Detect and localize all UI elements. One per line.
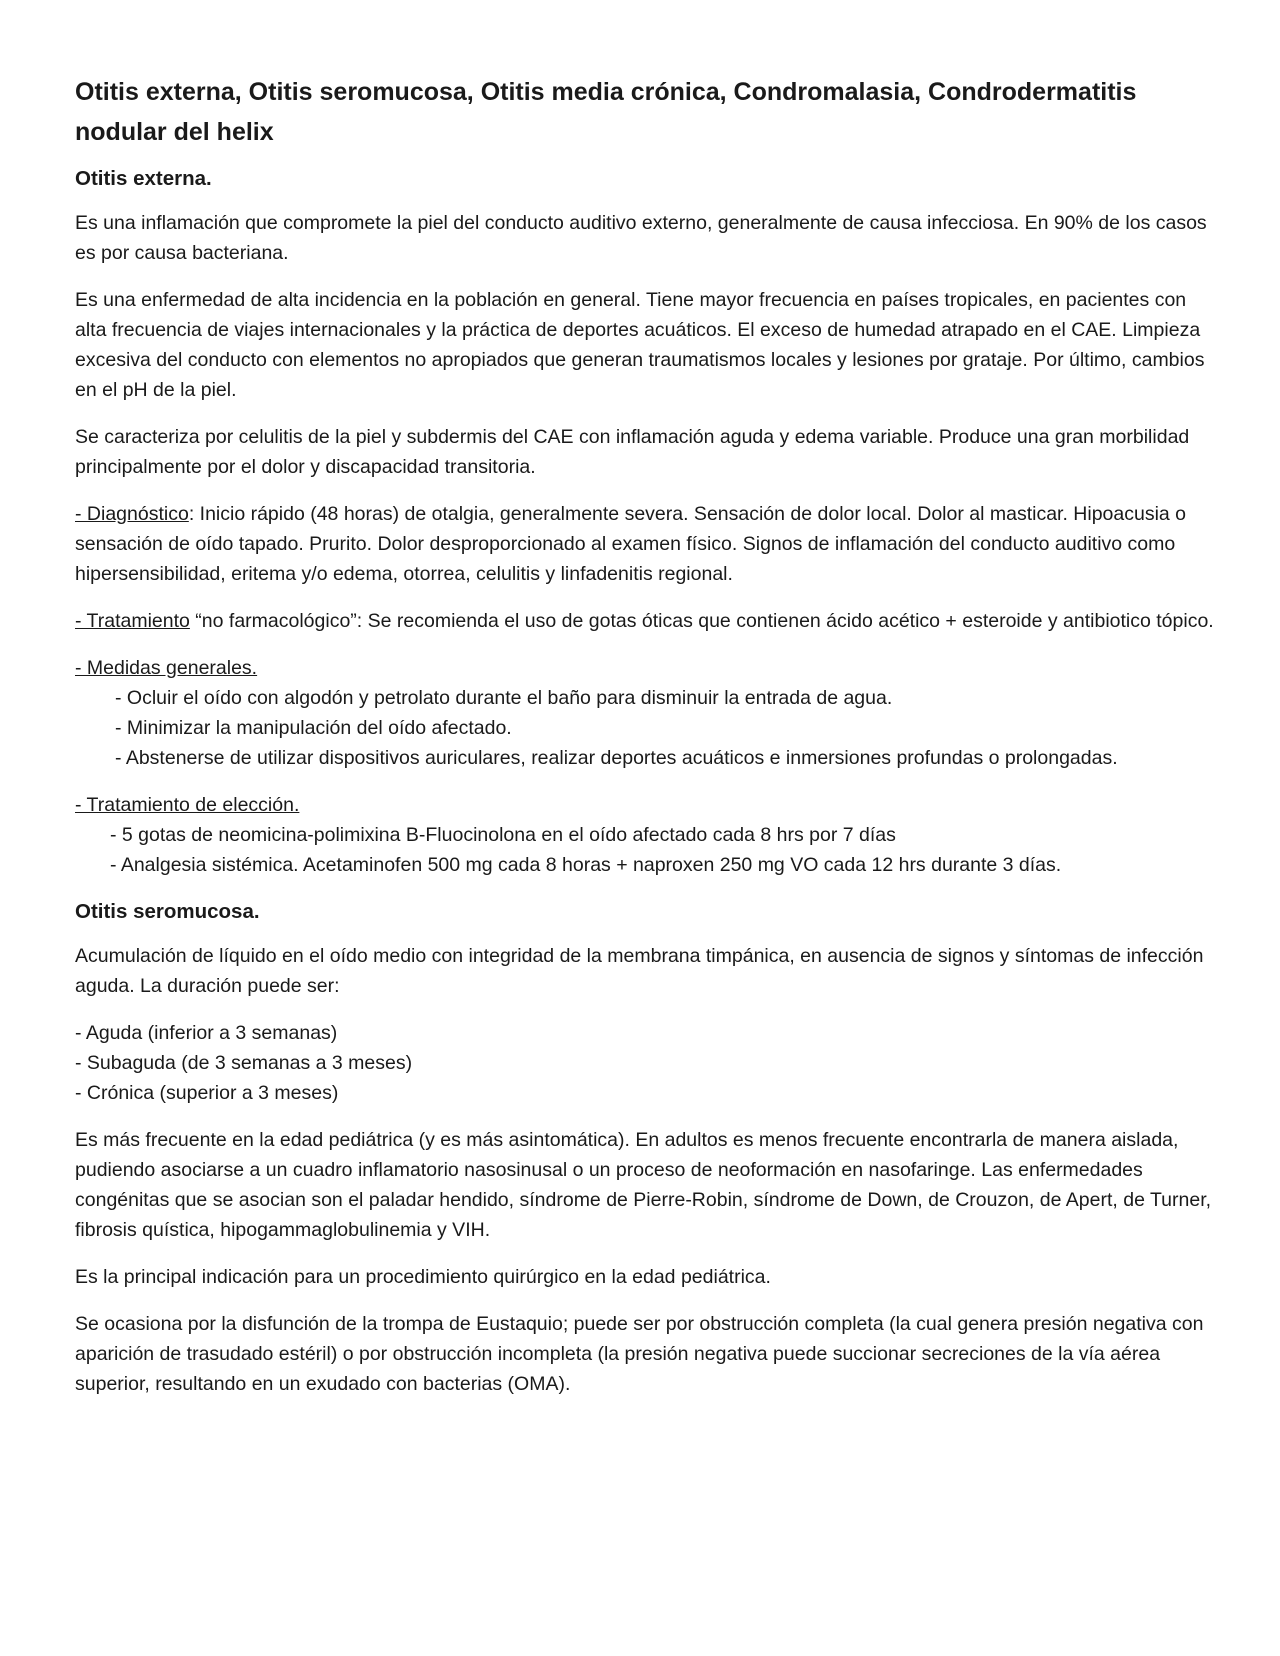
list-item: - Abstenerse de utilizar dispositivos auriculares, realizar deportes acuáticos e inmersiones profundas o prolongadas.: [115, 747, 1118, 769]
paragraph: Es la principal indicación para un procedimiento quirúrgico en la edad pediátrica.: [75, 1266, 771, 1288]
duracion-list: [75, 1018, 1215, 1108]
section-heading-otitis-seromucosa: Otitis seromucosa.: [75, 900, 260, 923]
list-item: - Aguda (inferior a 3 semanas): [75, 1022, 338, 1044]
list-item: - Minimizar la manipulación del oído afectado.: [115, 717, 512, 739]
tratamiento-eleccion: [75, 790, 1215, 880]
list-item: - Crónica (superior a 3 meses): [75, 1082, 339, 1104]
list-item: - Ocluir el oído con algodón y petrolato durante el baño para disminuir la entrada de agua.: [115, 687, 893, 709]
medidas-generales: [75, 653, 1215, 773]
diagnostico-text: : Inicio rápido (48 horas) de otalgia, generalmente severa. Sensación de dolor local. Dolor al masticar. Hipoacusia o sensación de oído tapado. Prurito. Dolor desproporcionado al examen físico. Signos de inflamación del conducto auditivo como hipersensibilidad, eritema y/o edema, otorrea, celulitis y linfadenitis regional.: [75, 503, 1187, 585]
tratamiento-paragraph: [75, 606, 1215, 636]
list-item: - 5 gotas de neomicina-polimixina B-Fluocinolona en el oído afectado cada 8 hrs por 7 días: [110, 824, 896, 846]
paragraph: Acumulación de líquido en el oído medio con integridad de la membrana timpánica, en ausencia de signos y síntomas de infección aguda. La duración puede ser:: [75, 945, 1204, 997]
document-page: [75, 72, 1215, 1416]
diagnostico-label: - Diagnóstico: [75, 503, 189, 525]
paragraph: Es una enfermedad de alta incidencia en la población en general. Tiene mayor frecuencia en países tropicales, en pacientes con alta frecuencia de viajes internacionales y la práctica de deportes acuáticos. El exceso de humedad atrapado en el CAE. Limpieza excesiva del conducto con elementos no apropiados que generan traumatismos locales y lesiones por grataje. Por último, cambios en el pH de la piel.: [75, 289, 1205, 401]
diagnostico-paragraph: [75, 499, 1215, 589]
list-item: - Analgesia sistémica. Acetaminofen 500 mg cada 8 horas + naproxen 250 mg VO cada 12 hrs durante 3 días.: [110, 854, 1062, 876]
document-title: Otitis externa, Otitis seromucosa, Otitis media crónica, Condromalasia, Condrodermatitis nodular del helix: [75, 78, 1137, 146]
paragraph: Es más frecuente en la edad pediátrica (y es más asintomática). En adultos es menos frecuente encontrarla de manera aislada, pudiendo asociarse a un cuadro inflamatorio nasosinusal o un proceso de neoformación en nasofaringe. Las enfermedades congénitas que se asocian son el paladar hendido, síndrome de Pierre-Robin, síndrome de Down, de Crouzon, de Apert, de Turner, fibrosis quística, hipogammaglobulinemia y VIH.: [75, 1129, 1212, 1241]
paragraph: Se caracteriza por celulitis de la piel y subdermis del CAE con inflamación aguda y edema variable. Produce una gran morbilidad principalmente por el dolor y discapacidad transitoria.: [75, 426, 1190, 478]
tratamiento-label: - Tratamiento: [75, 610, 190, 632]
section-heading-otitis-externa: Otitis externa.: [75, 167, 212, 190]
paragraph: Se ocasiona por la disfunción de la trompa de Eustaquio; puede ser por obstrucción completa (la cual genera presión negativa con aparición de trasudado estéril) o por obstrucción incompleta (la presión negativa puede succionar secreciones de la vía aérea superior, resultando en un exudado con bacterias (OMA).: [75, 1313, 1204, 1395]
tratamiento-text: “no farmacológico”: Se recomienda el uso de gotas óticas que contienen ácido acético + esteroide y antibiotico tópico.: [189, 610, 1214, 632]
eleccion-label: - Tratamiento de elección.: [75, 794, 300, 816]
medidas-label: - Medidas generales.: [75, 657, 258, 679]
list-item: - Subaguda (de 3 semanas a 3 meses): [75, 1052, 413, 1074]
paragraph: Es una inflamación que compromete la piel del conducto auditivo externo, generalmente de causa infecciosa. En 90% de los casos es por causa bacteriana.: [75, 212, 1207, 264]
